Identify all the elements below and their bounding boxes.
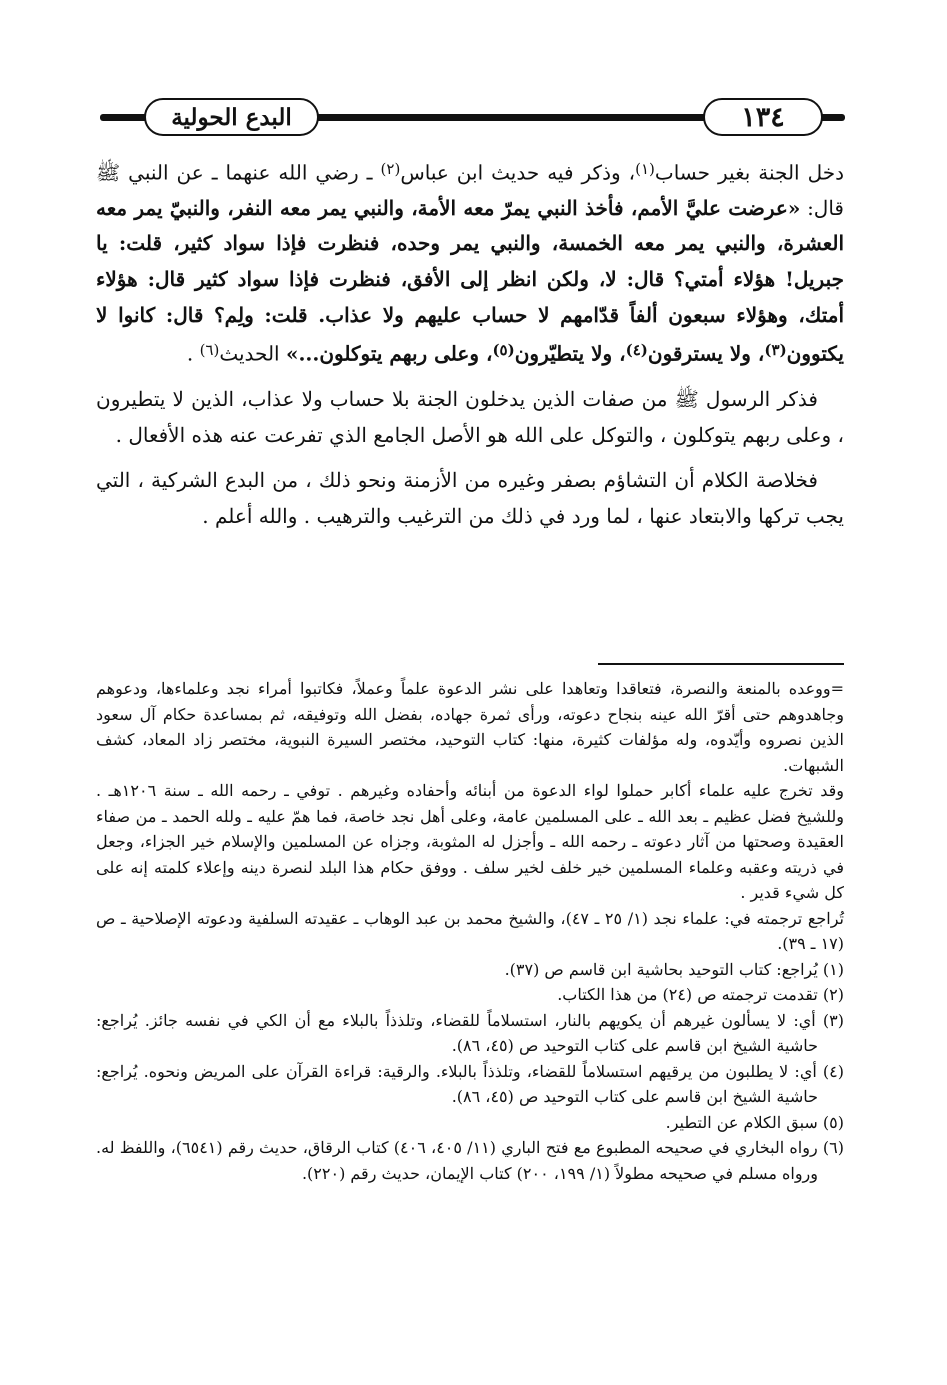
footnote-1: (١) يُراجع: كتاب التوحيد بحاشية ابن قاسم ص (٣٧). — [504, 959, 844, 979]
book-title: البدع الحولية — [144, 98, 319, 136]
footnote-4: (٤) أي: لا يطلبون من يرقيهم استسلاماً للقضاء، وتلذذاً بالبلاء. والرقية: قراءة القرآن على المريض ونحوه. يُراجع: حاشية الشيخ ابن قاسم على كتاب التوحيد ص (٤٥، ٨٦). — [96, 1061, 844, 1106]
footnote-ref-5: (٥) — [492, 341, 515, 360]
footnote-ref-4: (٤) — [625, 341, 648, 360]
footnote-continuation-1: =ووعده بالمنعة والنصرة، فتعاقدا وتعاهدا على نشر الدعوة علماً وعملاً، فكاتبوا أمراء نجد وعلماءها، ودعوهم وجاهدوهم حتى أقرّ الله عينه بنجاح دعوته، ورأى ثمرة جهاده، بفضل الله وتوفيقه، ثم بمساعدة حكام آل سعود الذين نصروه وأيّدوه، وله مؤلفات كثيرة، منها: كتاب التوحيد، مختصر السيرة النبوية، مختصر زاد المعاد، كشف الشبهات. — [96, 679, 845, 775]
hadith-mention: ، وذكر فيه حديث ابن عباس — [400, 160, 636, 185]
footnote-separator — [598, 663, 844, 665]
body-paragraph-3: فخلاصة الكلام أن التشاؤم بصفر وغيره من الأزمنة ونحو ذلك ، من البدع الشركية ، التي يجب تركها والابتعاد عنها ، لما ورد في ذلك من الترغيب والترهيب . والله أعلم . — [96, 468, 844, 528]
footnote-continuation-2: وقد تخرج عليه علماء أكابر حملوا لواء الدعوة من أبنائه وأحفاده وغيرهم . توفي ـ رحمه الله ـ سنة ١٢٠٦هـ . وللشيخ فضل عظيم ـ بعد الله ـ على المسلمين عامة، وعلى أهل نجد خاصة، فما همّ عليه ـ ولله الحمد ـ من صفاء العقيدة وصحتها من آثار دعوته ـ رحمه الله ـ وأجزل له المثوبة، وجزاه عن المسلمين والإسلام خير الجزاء، وجعل في ذريته وعقبه وعلماء المسلمين خير خلف لخير سلف . ووفق حكام هذا البلد لنصرة دينه وإعلاء كلمته إنه على كل شيء قدير . — [96, 781, 845, 902]
hadith-suffix: الحديث — [219, 341, 286, 366]
hadith-paragraph — [96, 152, 844, 372]
footnote-continuation-3: تُراجع ترجمته في: علماء نجد (١/ ٢٥ ـ ٤٧)، والشيخ محمد بن عبد الوهاب ـ عقيدته السلفية ودعوته الإصلاحية ـ ص (١٧ ـ ٣٩). — [96, 908, 844, 953]
footnote-ref-1: (١) — [635, 160, 655, 178]
body-paragraph-2: فذكر الرسول ﷺ من صفات الذين يدخلون الجنة بلا حساب ولا عذاب، الذين لا يتطيرون ، وعلى ربهم يتوكلون ، والتوكل على الله هو الأصل الجامع الذي تفرعت عنه هذه الأفعال . — [96, 387, 844, 447]
footnote-ref-3: (٣) — [764, 341, 787, 360]
footnote-5: (٥) سبق الكلام عن التطير. — [665, 1112, 844, 1132]
footnote-6: (٦) رواه البخاري في صحيحه المطبوع مع فتح الباري (١١/ ٤٠٥، ٤٠٦) كتاب الرقاق، حديث رقم (٦٥٤١)، واللفظ له. ورواه مسلم في صحيحه مطولاً (١/ ١٩٩، ٢٠٠) كتاب الإيمان، حديث رقم (٢٢٠). — [96, 1138, 844, 1183]
footnote-3: (٣) أي: لا يسألون غيرهم أن يكويهم بالنار، استسلاماً للقضاء، وتلذذاً بالبلاء مع أن الكي في نفسه جائز. يُراجع: حاشية الشيخ ابن قاسم على كتاب التوحيد ص (٤٥، ٨٦). — [96, 1010, 844, 1055]
footnote-ref-2: (٢) — [380, 160, 401, 178]
page-number: ١٣٤ — [703, 98, 823, 136]
hadith-narrator: ـ رضي الله عنهما ـ عن النبي ﷺ قال: — [96, 160, 844, 220]
hadith-end: . — [186, 341, 200, 366]
main-text — [96, 152, 844, 534]
hadith-intro: دخل الجنة بغير حساب — [654, 160, 845, 185]
page-header — [100, 92, 845, 144]
footnote-ref-6: (٦) — [199, 341, 220, 360]
hadith-text-d: ، وعلى ربهم يتوكلون...» — [285, 341, 493, 366]
hadith-text-b: ، ولا يسترقون — [647, 341, 765, 366]
hadith-text-c: ، ولا يتطيّرون — [514, 341, 626, 366]
footnote-2: (٢) تقدمت ترجمته ص (٢٤) من هذا الكتاب. — [557, 985, 844, 1004]
footnotes — [96, 676, 844, 1186]
hadith-text-a: «عرضت عليَّ الأمم، فأخذ النبي يمرّ معه الأمة، والنبي يمر معه النفر، والنبيّ يمر معه العشرة، والنبي يمر معه الخمسة، والنبي يمر وحده، فنظرت فإذا سواد كثير، قلت: يا جبريل! هؤلاء أمتي؟ قال: لا، ولكن انظر إلى الأفق، فنظرت فإذا سواد كثير قال: هؤلاء أمتك، وهؤلاء سبعون ألفاً قدّامهم لا حساب عليهم ولا عذاب. قلت: ولِم؟ قال: كانوا لا يكتوون — [96, 195, 844, 366]
